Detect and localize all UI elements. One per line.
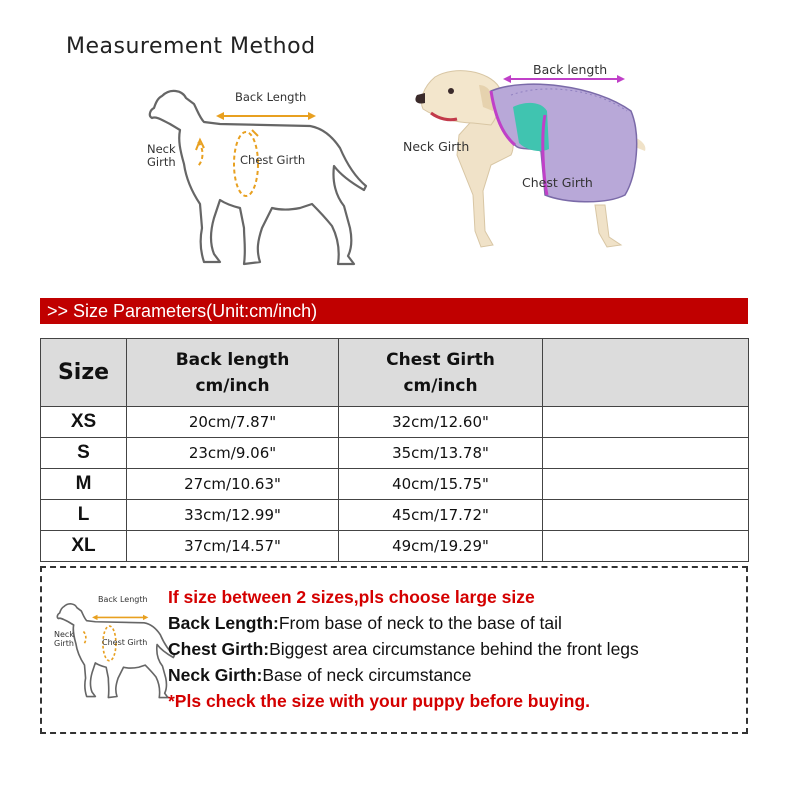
row-size: L — [41, 500, 127, 531]
chest-girth-note-text: Biggest area circumstance behind the front legs — [269, 639, 639, 659]
row-extra — [543, 500, 749, 531]
left-chest-girth-label: Chest Girth — [240, 153, 306, 167]
table-row — [41, 531, 749, 562]
page-title: Measurement Method — [66, 34, 316, 59]
back-length-note — [168, 610, 639, 636]
right-back-length-label: Back length — [533, 62, 608, 77]
notes-back-length-label: Back Length — [98, 595, 148, 604]
size-table — [40, 338, 749, 562]
notes-dog-diagram — [52, 586, 182, 716]
notes-neck-girth-line1: Neck — [54, 630, 74, 639]
row-size: XS — [41, 407, 127, 438]
size-parameters-banner: >> Size Parameters(Unit:cm/inch) — [40, 298, 748, 324]
header-chest-girth — [339, 339, 543, 407]
row-size: XL — [41, 531, 127, 562]
chest-girth-note — [168, 636, 639, 662]
row-extra — [543, 438, 749, 469]
notes-neck-girth-label — [54, 630, 74, 648]
row-back-length: 23cm/9.06" — [127, 438, 339, 469]
table-row — [41, 438, 749, 469]
row-extra — [543, 469, 749, 500]
row-chest-girth: 32cm/12.60" — [339, 407, 543, 438]
size-tip: If size between 2 sizes,pls choose large size — [168, 587, 535, 607]
header-chest-girth-line1: Chest Girth — [386, 349, 495, 370]
notes-text — [168, 584, 639, 714]
row-chest-girth: 49cm/19.29" — [339, 531, 543, 562]
header-chest-girth-line2: cm/inch — [403, 375, 478, 396]
row-size: M — [41, 469, 127, 500]
row-back-length: 37cm/14.57" — [127, 531, 339, 562]
back-length-note-label: Back Length: — [168, 613, 279, 633]
row-size: S — [41, 438, 127, 469]
check-size-warning: *Pls check the size with your puppy before buying. — [168, 691, 591, 711]
row-back-length: 27cm/10.63" — [127, 469, 339, 500]
right-neck-girth-label: Neck Girth — [403, 139, 470, 154]
chest-girth-note-label: Chest Girth: — [168, 639, 270, 659]
dog-coat-photo — [395, 55, 675, 260]
header-size: Size — [41, 339, 127, 407]
table-row — [41, 407, 749, 438]
left-neck-girth-line1: Neck — [147, 142, 176, 156]
table-row — [41, 500, 749, 531]
row-back-length: 33cm/12.99" — [127, 500, 339, 531]
left-neck-girth-line2: Girth — [147, 155, 176, 170]
row-back-length: 20cm/7.87" — [127, 407, 339, 438]
row-extra — [543, 531, 749, 562]
back-length-note-text: From base of neck to the base of tail — [278, 613, 562, 633]
neck-girth-note-text: Base of neck circumstance — [262, 665, 472, 685]
left-neck-girth-label — [147, 143, 176, 169]
row-chest-girth: 35cm/13.78" — [339, 438, 543, 469]
dog-outline-diagram — [140, 78, 380, 278]
row-chest-girth: 40cm/15.75" — [339, 469, 543, 500]
left-back-length-label: Back Length — [235, 90, 307, 104]
header-back-length — [127, 339, 339, 407]
row-chest-girth: 45cm/17.72" — [339, 500, 543, 531]
neck-girth-note — [168, 662, 639, 688]
notes-box — [40, 566, 748, 734]
header-extra — [543, 339, 749, 407]
row-extra — [543, 407, 749, 438]
neck-girth-note-label: Neck Girth: — [168, 665, 263, 685]
right-chest-girth-label: Chest Girth — [522, 175, 593, 190]
notes-chest-girth-label: Chest Girth — [102, 638, 148, 647]
table-row — [41, 469, 749, 500]
header-back-length-line1: Back length — [175, 349, 290, 370]
table-header-row — [41, 339, 749, 407]
header-back-length-line2: cm/inch — [195, 375, 270, 396]
notes-neck-girth-line2: Girth — [54, 639, 74, 649]
